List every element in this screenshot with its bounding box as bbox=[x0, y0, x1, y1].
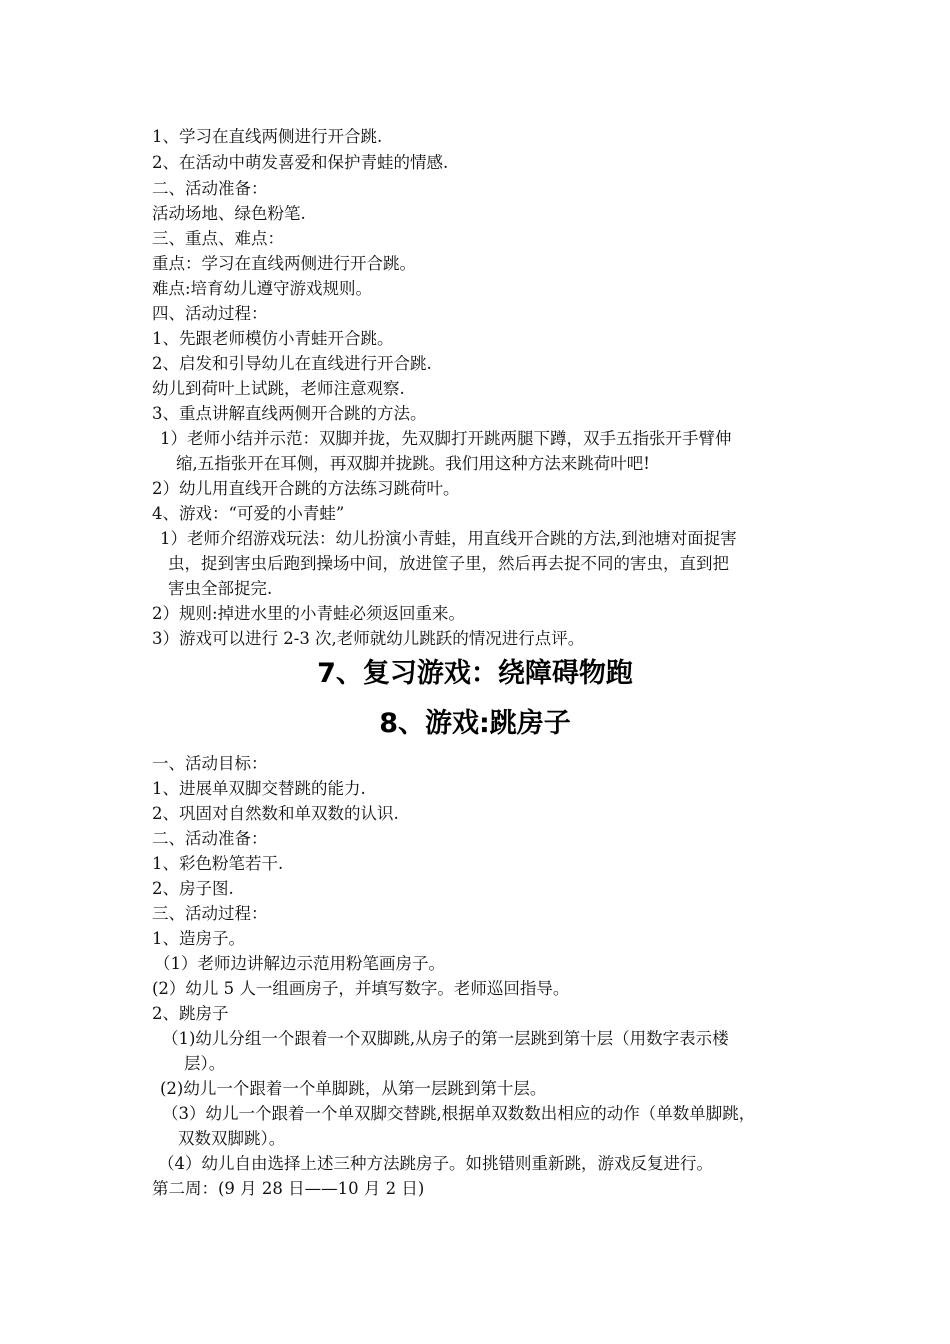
text-line: 三、活动过程： bbox=[152, 904, 268, 923]
section-heading-8: 8、游戏:跳房子 bbox=[379, 708, 571, 739]
text-line: 1、先跟老师模仿小青蛙开合跳。 bbox=[152, 329, 394, 348]
text-line: （1)幼儿分组一个跟着一个双脚跳,从房子的第一层跳到第十层（用数字表示楼 bbox=[162, 1029, 729, 1048]
text-line: 二、活动准备： bbox=[152, 829, 268, 848]
text-line: 2、房子图. bbox=[152, 879, 234, 898]
text-line: 虫，捉到害虫后跑到操场中间，放进筐子里，然后再去捉不同的害虫，直到把 bbox=[168, 554, 729, 573]
text-line: 2、跳房子 bbox=[152, 1004, 229, 1023]
text-line: 2、巩固对自然数和单双数的认识. bbox=[152, 804, 399, 823]
text-line: 1）老师小结并示范：双脚并拢，先双脚打开跳两腿下蹲，双手五指张开手臂伸 bbox=[160, 429, 732, 448]
text-line: 1、学习在直线两侧进行开合跳. bbox=[152, 127, 383, 146]
text-line: 1）老师介绍游戏玩法：幼儿扮演小青蛙，用直线开合跳的方法,到池塘对面捉害 bbox=[160, 529, 737, 548]
text-line: 一、活动目标： bbox=[152, 754, 268, 773]
text-line: 二、活动准备： bbox=[152, 179, 268, 198]
text-line: 层）。 bbox=[184, 1054, 226, 1073]
text-line: 2）规则:掉进水里的小青蛙必须返回重来。 bbox=[152, 604, 466, 623]
text-line: 2、在活动中萌发喜爱和保护青蛙的情感. bbox=[152, 153, 449, 172]
text-line: 3、重点讲解直线两侧开合跳的方法。 bbox=[152, 404, 427, 423]
text-line: 4、游戏：“可爱的小青蛙” bbox=[152, 504, 345, 523]
text-line: 1、进展单双脚交替跳的能力. bbox=[152, 779, 366, 798]
text-line: （1）老师边讲解边示范用粉笔画房子。 bbox=[154, 954, 445, 973]
text-line: 幼儿到荷叶上试跳，老师注意观察. bbox=[152, 379, 405, 398]
text-line: 缩,五指张开在耳侧，再双脚并拢跳。我们用这种方法来跳荷叶吧! bbox=[176, 454, 650, 473]
text-line: 2）幼儿用直线开合跳的方法练习跳荷叶。 bbox=[152, 479, 460, 498]
text-line: （3）幼儿一个跟着一个单双脚交替跳,根据单双数数出相应的动作（单数单脚跳， bbox=[162, 1104, 756, 1123]
text-line: 重点：学习在直线两侧进行开合跳。 bbox=[152, 254, 416, 273]
text-line: 活动场地、绿色粉笔. bbox=[152, 204, 306, 223]
text-line: (2)幼儿一个跟着一个单脚跳，从第一层跳到第十层。 bbox=[160, 1079, 547, 1098]
text-line: 1、造房子。 bbox=[152, 929, 245, 948]
text-line: 害虫全部捉完. bbox=[168, 579, 273, 598]
text-line: (2）幼儿 5 人一组画房子，并填写数字。老师巡回指导。 bbox=[152, 979, 570, 998]
section-heading-7: 7、复习游戏：绕障碍物跑 bbox=[317, 658, 633, 689]
text-line: （4）幼儿自由选择上述三种方法跳房子。如挑错则重新跳，游戏反复进行。 bbox=[158, 1154, 713, 1173]
text-line: 三、重点、难点： bbox=[152, 229, 284, 248]
text-line: 双数双脚跳）。 bbox=[178, 1129, 286, 1148]
text-line: 2、启发和引导幼儿在直线进行开合跳. bbox=[152, 354, 432, 373]
text-line: 3）游戏可以进行 2-3 次,老师就幼儿跳跃的情况进行点评。 bbox=[152, 629, 585, 648]
text-line: 难点:培育幼儿遵守游戏规则。 bbox=[152, 279, 373, 298]
text-line: 第二周：(9 月 28 日——10 月 2 日) bbox=[152, 1179, 425, 1198]
text-line: 1、彩色粉笔若干. bbox=[152, 854, 284, 873]
text-line: 四、活动过程： bbox=[152, 304, 268, 323]
